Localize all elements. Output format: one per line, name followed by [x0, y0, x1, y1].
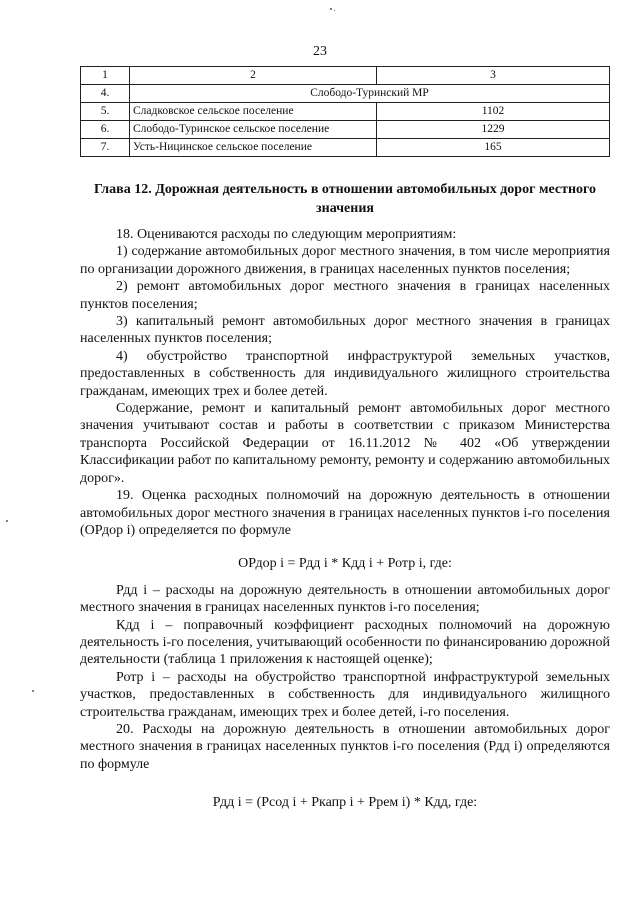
row-name: Усть-Ницинское сельское поселение [130, 139, 377, 157]
paragraph-19: 19. Оценка расходных полномочий на дорожную деятельность в отношении автомобильных дорог местного значения в границах населенных пунктов i-го поселения (ОРдор i) определяется по формуле [80, 488, 610, 538]
table-row [81, 139, 610, 157]
chapter-title: Глава 12. Дорожная деятельность в отношении автомобильных дорог местного значения [93, 182, 597, 216]
scan-speck [32, 690, 34, 692]
scan-speck [334, 10, 335, 11]
regions-table [80, 66, 610, 157]
row-number: 7. [81, 139, 130, 157]
formula-2: Рдд i = (Рсод i + Ркапр i + Ррем i) * Кдд, где: [212, 795, 478, 811]
table-group-row [81, 85, 610, 103]
list-item-4: 4) обустройство транспортной инфраструктурой земельных участков, предоставленных в собственность для индивидуального жилищного строительства гражданам, имеющих трех и более детей. [80, 348, 610, 399]
table-row [81, 121, 610, 139]
definition-rotr: Ротр i – расходы на обустройство транспортной инфраструктурой земельных участков, предоставленных в собственность для индивидуального жилищного строительства гражданам, имеющих трех и более детей, i-го поселения. [80, 669, 610, 720]
row-value: 165 [377, 139, 610, 157]
table-header-cell: 1 [81, 67, 130, 85]
document-body [80, 226, 610, 812]
group-number: 4. [81, 85, 130, 103]
table-row [81, 103, 610, 121]
definition-kdd: Кдд i – поправочный коэффициент расходных полномочий на дорожную деятельность i-го поселения, учитывающий особенности по финансированию дорожной деятельности (таблица 1 приложения к настоящей оценке); [80, 617, 610, 668]
row-name: Сладковское сельское поселение [130, 103, 377, 121]
row-number: 5. [81, 103, 130, 121]
scan-speck [330, 8, 332, 10]
row-value: 1102 [377, 103, 610, 121]
formula-1: ОРдор i = Рдд i * Кдд i + Ротр i, где: [238, 556, 452, 572]
row-value: 1229 [377, 121, 610, 139]
list-item-1: 1) содержание автомобильных дорог местного значения, в том числе мероприятия по организации дорожного движения, в границах населенных пунктов поселения; [80, 244, 610, 277]
paragraph-20: 20. Расходы на дорожную деятельность в отношении автомобильных дорог местного значения в границах населенных пунктов i-го поселения (Рдд i) определяются по формуле [80, 721, 610, 772]
paragraph-content: Содержание, ремонт и капитальный ремонт автомобильных дорог местного значения учитывают состав и работы в соответствии с приказом Министерства транспорта Российской Федерации от 16.11.2012 № 402 «Об утверждении Классификации работ по капитальному ремонту, ремонту и содержанию автомобильных дорог». [80, 401, 610, 486]
table-header-cell: 3 [377, 67, 610, 85]
page-number: 23 [313, 44, 327, 59]
scan-speck [6, 520, 8, 522]
group-name: Слободо-Туринский МР [130, 85, 610, 103]
table-header-cell: 2 [130, 67, 377, 85]
row-name: Слободо-Туринское сельское поселение [130, 121, 377, 139]
definition-rdd: Рдд i – расходы на дорожную деятельность в отношении автомобильных дорог местного значения в границах населенных пунктов i-го поселения; [80, 582, 610, 616]
table-header-row [81, 67, 610, 85]
list-item-3: 3) капитальный ремонт автомобильных дорог местного значения в границах населенных пунктов поселения; [80, 314, 610, 347]
paragraph-18: 18. Оцениваются расходы по следующим мероприятиям: [116, 227, 457, 242]
list-item-2: 2) ремонт автомобильных дорог местного значения в границах населенных пунктов поселения; [80, 279, 610, 312]
row-number: 6. [81, 121, 130, 139]
